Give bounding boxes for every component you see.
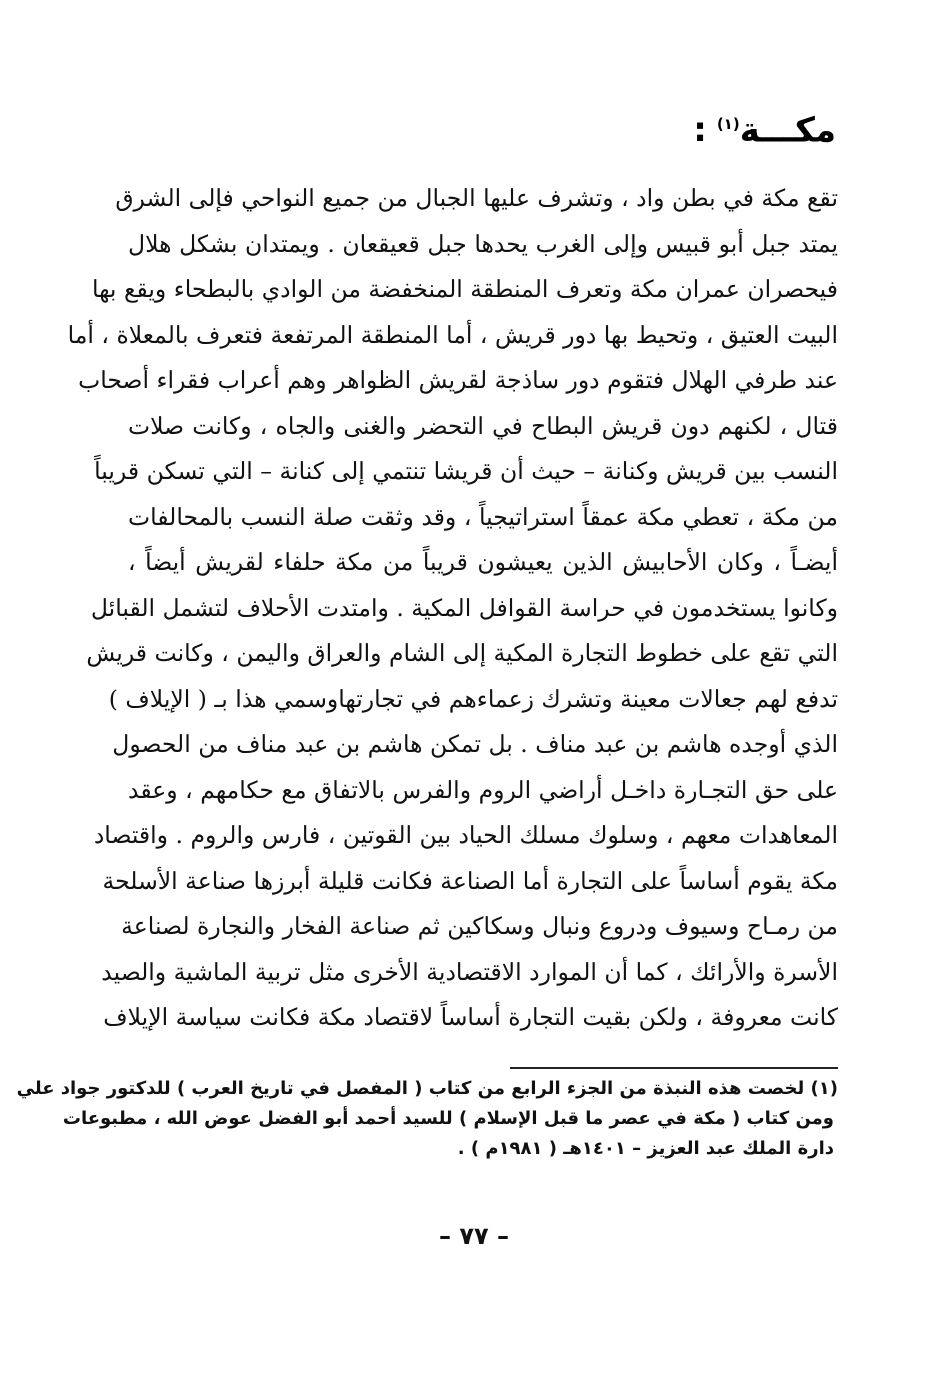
footnote-separator (510, 1067, 838, 1069)
body-line: من مكة ، تعطي مكة عمقاً استراتيجياً ، وقد وثقت صلة النسب بالمحالفات (128, 502, 838, 531)
body-line: الأسرة والأرائك ، كما أن الموارد الاقتصادية الأخرى مثل تربية الماشية والصيد (101, 957, 838, 986)
footnote-reference[interactable]: (١) (716, 115, 740, 133)
footnote-line: (١) لخصت هذه النبذة من الجزء الرابع من كتاب ( المفصل في تاريخ العرب ) للدكتور جواد علي (16, 1078, 838, 1099)
body-line: أيضـاً ، وكان الأحابيش الذين يعيشون قريباً من مكة حلفاء لقريش أيضاً ، (128, 548, 838, 576)
body-text (67, 176, 838, 1041)
body-line: يمتد جبل أبو قبيس وإلى الغرب يحدها جبل قعيقعان . ويمتدان بشكل هلال (128, 229, 838, 258)
footnote-line: دارة الملك عبد العزيز – ١٤٠١هـ ( ١٩٨١م ) . (457, 1138, 834, 1159)
body-line: فيحصران عمران مكة وتعرف المنطقة المنخفضة من الوادي بالبطحاء ويقع بها (91, 275, 838, 303)
heading-colon: : (693, 110, 707, 151)
heading-title: مكـــة (739, 110, 836, 151)
body-line: قتال ، لكنهم دون قريش البطاح في التحضر والغنى والجاه ، وكانت صلات (128, 411, 838, 440)
body-line: النسب بين قريش وكنانة – حيث أن قريشا تنتمي إلى كنانة – التي تسكن قريباً (94, 457, 838, 485)
body-line: المعاهدات معهم ، وسلوك مسلك الحياد بين القوتين ، فارس والروم . واقتصاد (93, 821, 838, 849)
footnote (16, 1074, 838, 1164)
body-line: من رمـاح وسيوف ودروع ونبال وسكاكين ثم صناعة الفخار والنجارة لصناعة (121, 912, 838, 940)
body-line: وكانوا يستخدمون في حراسة القوافل المكية . وامتدت الأحلاف لتشمل القبائل (90, 593, 838, 622)
body-line: على حق التجـارة داخـل أراضي الروم والفرس بالاتفاق مع حكامهم ، وعقد (128, 775, 838, 804)
body-line: كانت معروفة ، ولكن بقيت التجارة أساساً لاقتصاد مكة فكانت سياسة الإيلاف (103, 1003, 838, 1031)
body-line: مكة يقوم أساساً على التجارة أما الصناعة فكانت قليلة أبرزها صناعة الأسلحة (102, 866, 838, 895)
section-heading (693, 102, 836, 152)
body-line: البيت العتيق ، وتحيط بها دور قريش ، أما المنطقة المرتفعة فتعرف بالمعلاة ، أما (67, 320, 838, 349)
body-line: تدفع لهم جعالات معينة وتشرك زعماءهم في تجارتهاوسمي هذا بـ ( الإيلاف ) (108, 684, 838, 713)
body-line: التي تقع على خطوط التجارة المكية إلى الشام والعراق واليمن ، وكانت قريش (86, 639, 838, 667)
body-line: تقع مكة في بطن واد ، وتشرف عليها الجبال من جميع النواحي فإلى الشرق (115, 184, 838, 212)
body-line: الذي أوجده هاشم بن عبد مناف . بل تمكن هاشم بن عبد مناف من الحصول (112, 730, 838, 758)
page-number: – ٧٧ – (438, 1222, 509, 1250)
footnote-line: ومن كتاب ( مكة في عصر ما قبل الإسلام ) للسيد أحمد أبو الفضل عوض الله ، مطبوعات (62, 1108, 834, 1129)
body-line: عند طرفي الهلال فتقوم دور ساذجة لقريش الظواهر وهم أعراب فقراء أصحاب (78, 366, 838, 394)
